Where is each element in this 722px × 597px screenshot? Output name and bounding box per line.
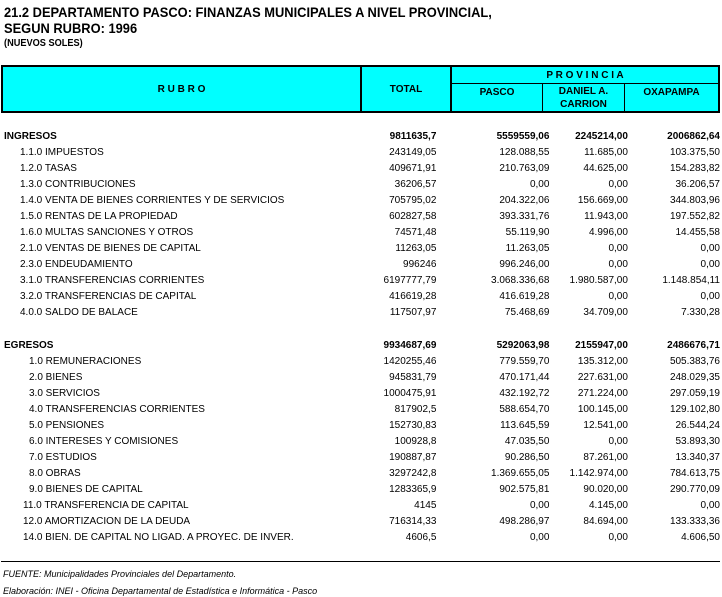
cell-oxapampa: 0,00 [700, 243, 720, 254]
cell-pasco: 5292063,98 [496, 340, 550, 351]
table-row [0, 241, 722, 257]
cell-total: 36206,57 [394, 179, 437, 190]
table-row [0, 418, 722, 434]
cell-daniel-carrion: 34.709,00 [583, 307, 628, 318]
row-label: 14.0 BIEN. DE CAPITAL NO LIGAD. A PROYEC. DE INVER. [23, 532, 294, 543]
cell-daniel-carrion: 2155947,00 [575, 340, 628, 351]
cell-oxapampa: 53.893,30 [675, 436, 720, 447]
row-label: 9.0 BIENES DE CAPITAL [29, 484, 143, 495]
cell-total: 9811635,7 [389, 131, 437, 142]
table-row [0, 370, 722, 386]
cell-pasco: 0,00 [529, 532, 550, 543]
cell-oxapampa: 0,00 [700, 500, 720, 511]
table-row [0, 386, 722, 402]
table-row [0, 177, 722, 193]
cell-total: 4606,5 [405, 532, 437, 543]
cell-daniel-carrion: 4.145,00 [588, 500, 628, 511]
row-label: 1.4.0 VENTA DE BIENES CORRIENTES Y DE SERVICIOS [20, 195, 285, 206]
row-label: 4.0.0 SALDO DE BALACE [20, 307, 138, 318]
table-row [0, 450, 722, 466]
cell-daniel-carrion: 227.631,00 [577, 372, 628, 383]
table-title: 21.2 DEPARTAMENTO PASCO: FINANZAS MUNICIPALES A NIVEL PROVINCIAL, [4, 4, 492, 20]
cell-pasco: 75.468,69 [504, 307, 550, 318]
spacer-row [0, 321, 722, 338]
cell-pasco: 996.246,00 [499, 259, 550, 270]
cell-daniel-carrion: 11.685,00 [584, 147, 628, 158]
cell-pasco: 55.119,90 [505, 227, 550, 238]
cell-oxapampa: 103.375,50 [669, 147, 720, 158]
header-total: TOTAL [389, 83, 423, 95]
table-row [0, 145, 722, 161]
cell-daniel-carrion: 84.694,00 [583, 516, 628, 527]
cell-total: 117507,97 [389, 307, 437, 318]
header-daniel-line2: CARRION [560, 98, 607, 110]
row-label: 1.3.0 CONTRIBUCIONES [20, 179, 136, 190]
cell-pasco: 90.286,50 [504, 452, 550, 463]
header-daniel-line1: DANIEL A. [558, 85, 609, 97]
cell-daniel-carrion: 90.020,00 [583, 484, 628, 495]
source-note: FUENTE: Municipalidades Provinciales del Departamento. [3, 569, 237, 579]
cell-pasco: 470.171,44 [499, 372, 550, 383]
cell-oxapampa: 129.102,80 [669, 404, 720, 415]
table-row [0, 209, 722, 225]
cell-pasco: 11.263,05 [505, 243, 550, 254]
cell-total: 6197777,79 [383, 275, 437, 286]
cell-oxapampa: 344.803,96 [669, 195, 720, 206]
cell-oxapampa: 13.340,37 [675, 452, 720, 463]
cell-oxapampa: 505.383,76 [669, 356, 720, 367]
cell-oxapampa: 297.059,19 [669, 388, 720, 399]
cell-oxapampa: 1.148.854,11 [662, 275, 720, 286]
cell-daniel-carrion: 271.224,00 [577, 388, 628, 399]
cell-pasco: 210.763,09 [499, 163, 550, 174]
cell-oxapampa: 784.613,75 [669, 468, 720, 479]
cell-total: 100928,8 [394, 436, 437, 447]
header-pasco: PASCO [479, 87, 515, 98]
cell-pasco: 416.619,28 [499, 291, 550, 302]
table-row [0, 354, 722, 370]
cell-daniel-carrion: 100.145,00 [577, 404, 628, 415]
table-row [0, 257, 722, 273]
cell-daniel-carrion: 0,00 [608, 243, 628, 254]
table-row [0, 530, 722, 546]
cell-total: 996246 [403, 259, 437, 270]
cell-oxapampa: 36.206,57 [675, 179, 720, 190]
cell-oxapampa: 7.330,28 [681, 307, 720, 318]
row-label: 3.0 SERVICIOS [29, 388, 100, 399]
cell-total: 152730,83 [389, 420, 437, 431]
cell-daniel-carrion: 44.625,00 [583, 163, 628, 174]
row-label: 7.0 ESTUDIOS [29, 452, 97, 463]
row-label: 11.0 TRANSFERENCIA DE CAPITAL [23, 500, 189, 511]
table-row [0, 161, 722, 177]
row-label: 5.0 PENSIONES [29, 420, 105, 431]
header-oxapampa: OXAPAMPA [643, 87, 700, 98]
table-row [0, 466, 722, 482]
cell-pasco: 588.654,70 [499, 404, 550, 415]
row-label: 12.0 AMORTIZACION DE LA DEUDA [23, 516, 191, 527]
table-row [0, 514, 722, 530]
row-label: 6.0 INTERESES Y COMISIONES [29, 436, 179, 447]
cell-daniel-carrion: 0,00 [608, 291, 628, 302]
cell-oxapampa: 248.029,35 [669, 372, 720, 383]
row-label: 2.0 BIENES [29, 372, 83, 383]
cell-pasco: 393.331,76 [499, 211, 550, 222]
cell-daniel-carrion: 0,00 [608, 532, 628, 543]
cell-pasco: 47.035,50 [504, 436, 550, 447]
cell-oxapampa: 0,00 [700, 291, 720, 302]
cell-total: 4145 [414, 500, 437, 511]
cell-daniel-carrion: 156.669,00 [577, 195, 628, 206]
cell-total: 1420255,46 [383, 356, 437, 367]
table-row [0, 402, 722, 418]
cell-daniel-carrion: 12.541,00 [583, 420, 628, 431]
row-label: 8.0 OBRAS [29, 468, 81, 479]
cell-oxapampa: 4.606,50 [681, 532, 720, 543]
cell-total: 817902,5 [394, 404, 437, 415]
table-row [0, 305, 722, 321]
cell-total: 602827,58 [389, 211, 437, 222]
section-total-row [0, 338, 722, 354]
cell-total: 190887,87 [389, 452, 437, 463]
cell-oxapampa: 133.333,36 [669, 516, 720, 527]
cell-total: 409671,91 [389, 163, 437, 174]
cell-total: 9934687,69 [383, 340, 437, 351]
cell-pasco: 128.088,55 [499, 147, 550, 158]
row-label: 1.2.0 TASAS [20, 163, 77, 174]
row-label: 3.2.0 TRANSFERENCIAS DE CAPITAL [20, 291, 197, 302]
cell-oxapampa: 154.283,82 [669, 163, 720, 174]
cell-total: 11263,05 [395, 243, 437, 254]
cell-daniel-carrion: 135.312,00 [577, 356, 628, 367]
cell-pasco: 204.322,06 [499, 195, 550, 206]
table-header [1, 65, 720, 113]
cell-pasco: 0,00 [529, 500, 550, 511]
table-row [0, 225, 722, 241]
cell-oxapampa: 14.455,58 [675, 227, 720, 238]
cell-pasco: 432.192,72 [499, 388, 550, 399]
cell-pasco: 779.559,70 [499, 356, 550, 367]
cell-daniel-carrion: 11.943,00 [584, 211, 628, 222]
cell-daniel-carrion: 87.261,00 [583, 452, 628, 463]
row-label: 1.5.0 RENTAS DE LA PROPIEDAD [20, 211, 178, 222]
cell-pasco: 5559559,06 [496, 131, 550, 142]
row-label: 2.3.0 ENDEUDAMIENTO [20, 259, 133, 270]
finance-table [0, 129, 722, 546]
header-daniel-carrion [543, 84, 624, 111]
cell-oxapampa: 197.552,82 [669, 211, 720, 222]
cell-pasco: 0,00 [529, 179, 550, 190]
cell-pasco: 1.369.655,05 [491, 468, 550, 479]
header-provincia: P R O V I N C I A [546, 69, 624, 81]
cell-daniel-carrion: 1.142.974,00 [569, 468, 628, 479]
cell-total: 243149,05 [389, 147, 437, 158]
cell-daniel-carrion: 0,00 [608, 259, 628, 270]
cell-pasco: 498.286,97 [499, 516, 550, 527]
row-label: 4.0 TRANSFERENCIAS CORRIENTES [29, 404, 205, 415]
cell-pasco: 902.575,81 [499, 484, 550, 495]
table-row [0, 289, 722, 305]
cell-oxapampa: 2006862,64 [667, 131, 720, 142]
row-label: 2.1.0 VENTAS DE BIENES DE CAPITAL [20, 243, 201, 254]
row-label: 1.0 REMUNERACIONES [29, 356, 142, 367]
cell-total: 945831,79 [389, 372, 437, 383]
units-label: (NUEVOS SOLES) [4, 38, 83, 49]
cell-pasco: 3.068.336,68 [491, 275, 550, 286]
cell-daniel-carrion: 1.980.587,00 [569, 275, 628, 286]
cell-daniel-carrion: 0,00 [608, 436, 628, 447]
footer-rule [1, 561, 720, 562]
row-label: 1.6.0 MULTAS SANCIONES Y OTROS [20, 227, 194, 238]
cell-oxapampa: 26.544,24 [675, 420, 720, 431]
row-label: 1.1.0 IMPUESTOS [20, 147, 104, 158]
cell-oxapampa: 290.770,09 [669, 484, 720, 495]
cell-total: 716314,33 [389, 516, 437, 527]
cell-total: 1283365,9 [389, 484, 437, 495]
table-row [0, 498, 722, 514]
elaboration-note: Elaboración: INEI - Oficina Departamental de Estadística e Informática - Pasco [3, 586, 318, 596]
row-label: 3.1.0 TRANSFERENCIAS CORRIENTES [20, 275, 205, 286]
table-row [0, 273, 722, 289]
table-row [0, 193, 722, 209]
table-row [0, 482, 722, 498]
cell-total: 416619,28 [389, 291, 437, 302]
cell-total: 3297242,8 [389, 468, 437, 479]
header-rubro: R U B R O [157, 83, 206, 95]
table-row [0, 434, 722, 450]
cell-total: 74571,48 [394, 227, 437, 238]
row-label: EGRESOS [4, 340, 54, 351]
cell-total: 1000475,91 [383, 388, 437, 399]
row-label: INGRESOS [4, 131, 57, 142]
cell-total: 705795,02 [389, 195, 437, 206]
cell-oxapampa: 0,00 [700, 259, 720, 270]
cell-pasco: 113.645,59 [500, 420, 550, 431]
cell-oxapampa: 2486676,71 [667, 340, 720, 351]
table-subtitle: SEGUN RUBRO: 1996 [4, 20, 138, 36]
cell-daniel-carrion: 2245214,00 [575, 131, 628, 142]
section-total-row [0, 129, 722, 145]
cell-daniel-carrion: 0,00 [608, 179, 628, 190]
cell-daniel-carrion: 4.996,00 [588, 227, 628, 238]
